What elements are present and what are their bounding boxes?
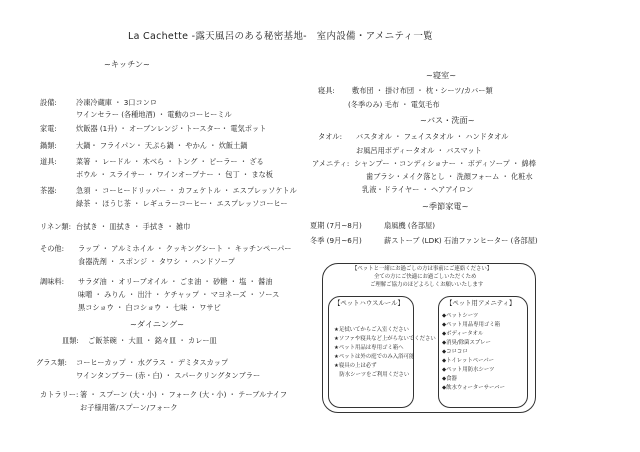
season-item-winter: 薪ストーブ (LDK) 石油ファンヒーター (各部屋) bbox=[384, 236, 538, 245]
pet-amenity-item: ◆ペットシーツ bbox=[442, 313, 479, 319]
pet-rule-item: ★寝具の上は必ず bbox=[334, 363, 377, 369]
kitchen-item-line: 大鍋・ フライパン・ 天ぷら鍋 ・ やかん ・ 炊飯土鍋 bbox=[76, 141, 248, 150]
dining-item-line: コーヒーカップ ・ 水グラス ・ デミタスカップ bbox=[76, 358, 229, 367]
kitchen-item-line: ラップ ・ アルミホイル ・ クッキングシート ・ キッチンペーパー bbox=[78, 244, 292, 253]
pet-amenity-item: ◆ボディータオル bbox=[442, 331, 484, 337]
pet-notice-line: 全ての方にご快適にお過ごしいただくため bbox=[374, 274, 477, 280]
bedroom-item-line: (冬季のみ) 毛布 ・ 電気毛布 bbox=[348, 100, 440, 109]
pet-amenities-title: 【ペット用アメニティ】 bbox=[446, 299, 516, 307]
bath-item-line: お風呂用ボディータオル ・ バスマット bbox=[356, 146, 482, 155]
bath-heading: ~バス・洗面~ bbox=[420, 115, 475, 125]
pet-amenity-item: ◆食器 bbox=[442, 376, 457, 382]
dining-item-line: お子様用箸/スプーン/フォーク bbox=[80, 403, 178, 412]
kitchen-item-line: 急須 ・ コーヒードリッパー ・ カフェケトル ・ エスプレッソケトル bbox=[76, 186, 297, 195]
kitchen-item-line: 冷凍冷蔵庫 ・ 3口コンロ bbox=[76, 98, 158, 107]
kitchen-label-seasoning: 調味料: bbox=[40, 277, 64, 286]
dining-item-line: ご飯茶碗 ・ 大皿 ・ 銘々皿 ・ カレー皿 bbox=[88, 336, 217, 345]
season-label-winter: 冬季 (9月~6月) bbox=[310, 236, 362, 245]
pet-rule-item: 防水シーツをご利用ください bbox=[334, 372, 410, 378]
kitchen-item-line: 菜箸 ・ レードル ・ 木べら ・ トング ・ ピーラー ・ ざる bbox=[76, 157, 264, 166]
pet-amenity-item: ◆消臭/除菌スプレー bbox=[442, 340, 491, 346]
kitchen-label-teaware: 茶器: bbox=[40, 186, 57, 195]
page-title: La Cachette -露天風呂のある秘密基地- 室内設備・アメニティ一覧 bbox=[128, 31, 433, 42]
kitchen-item-line: サラダ油 ・ オリーブオイル ・ ごま油 ・ 砂糖 ・ 塩 ・ 醤油 bbox=[78, 277, 273, 286]
bath-item-line: バスタオル ・ フェイスタオル ・ ハンドタオル bbox=[356, 132, 509, 141]
kitchen-heading: ~キッチン~ bbox=[104, 59, 150, 69]
pet-amenity-item: ◆飲水ウォーターサーバー bbox=[442, 385, 505, 391]
bath-item-line: シャンプー ・コンディショナー ・ ボディソープ ・ 綿棒 bbox=[354, 159, 536, 168]
pet-amenity-item: ◆コロコロ bbox=[442, 349, 468, 355]
dining-heading: ~ダイニング~ bbox=[130, 319, 185, 329]
dining-label-glasses: グラス類: bbox=[36, 358, 67, 367]
pet-rule-item: ★ペットは外の庭でのみ入浴可能 bbox=[334, 354, 415, 360]
dining-item-line: 箸 ・ スプーン (大・小) ・ フォーク (大・小) ・ テーブルナイフ bbox=[80, 390, 288, 399]
bath-label-towels: タオル: bbox=[318, 132, 342, 141]
dining-label-plates: 皿類: bbox=[62, 336, 79, 345]
bedroom-label-bedding: 寝具: bbox=[318, 86, 335, 95]
bath-label-amenities: アメニティ: bbox=[312, 159, 350, 168]
kitchen-item-line: ワインセラー (各種地酒) ・ 電動のコーヒーミル bbox=[76, 110, 232, 119]
kitchen-item-line: 炊飯器 (1升) ・ オーブンレンジ・トースター・ 電気ポット bbox=[76, 124, 267, 133]
bath-item-line: 乳液・ドライヤー ・ ヘアアイロン bbox=[362, 185, 474, 194]
kitchen-item-line: 食器洗剤 ・ スポンジ ・ タワシ ・ ハンドソープ bbox=[78, 257, 235, 266]
pet-rule-item: ★足拭いてからご入室ください bbox=[334, 327, 409, 333]
kitchen-label-others: その他: bbox=[40, 244, 64, 253]
pet-rule-item: ★ソファや寝具など上がらないでください bbox=[334, 336, 436, 342]
kitchen-item-line: 味噌 ・ みりん ・ 出汁 ・ ケチャップ ・ マヨネーズ ・ ソース bbox=[78, 290, 280, 299]
kitchen-item-line: 緑茶 ・ ほうじ茶 ・ レギュラーコーヒー・ エスプレッソコーヒー bbox=[76, 199, 288, 208]
kitchen-item-line: ボウル ・ スライサー ・ ワインオープナー ・ 包丁 ・ まな板 bbox=[76, 170, 273, 179]
kitchen-item-line: 台拭き ・ 皿拭き ・ 手拭き ・ 雑巾 bbox=[76, 222, 191, 231]
kitchen-label-appliance: 家電: bbox=[40, 124, 57, 133]
pet-rules-title: 【ペットハウスルール】 bbox=[334, 299, 404, 307]
pet-rule-item: ★ペット用品は専用ゴミ箱へ bbox=[334, 345, 404, 351]
season-heading: ~季節家電~ bbox=[422, 201, 469, 211]
pet-notice-line: ご理解ご協力のほどよろしくお願いいたします bbox=[370, 282, 484, 288]
bath-item-line: 歯ブラシ・メイク落とし ・ 洗顔フォーム ・ 化粧水 bbox=[366, 172, 533, 181]
pet-amenity-item: ◆ペット用防水シーツ bbox=[442, 367, 495, 373]
pet-amenity-item: ◆トイレットペーパー bbox=[442, 358, 495, 364]
season-item-summer: 扇風機 (各部屋) bbox=[384, 221, 436, 230]
season-label-summer: 夏期 (7月~8月) bbox=[310, 221, 362, 230]
pet-notice-line: 【ペットと一緒にお過ごしの方は事前にご連絡ください】 bbox=[352, 266, 493, 272]
bedroom-heading: ~寝室~ bbox=[426, 70, 457, 80]
pet-amenity-item: ◆ペット用品専用ゴミ箱 bbox=[442, 322, 501, 328]
kitchen-label-tools: 道具: bbox=[40, 157, 57, 166]
kitchen-label-linen: リネン類: bbox=[40, 222, 72, 231]
bedroom-item-line: 敷布団 ・ 掛け布団 ・ 枕・シーツ/カバー類 bbox=[352, 86, 493, 95]
kitchen-label-equipment: 設備: bbox=[40, 98, 57, 107]
dining-label-cutlery: カトラリー: bbox=[40, 390, 79, 399]
dining-item-line: ワインタンブラー (赤・白) ・ スパークリングタンブラー bbox=[76, 371, 261, 380]
kitchen-label-pots: 鍋類: bbox=[40, 141, 57, 150]
kitchen-item-line: 黒コショウ ・ 白コショウ ・ 七味 ・ ワサビ bbox=[78, 303, 221, 312]
